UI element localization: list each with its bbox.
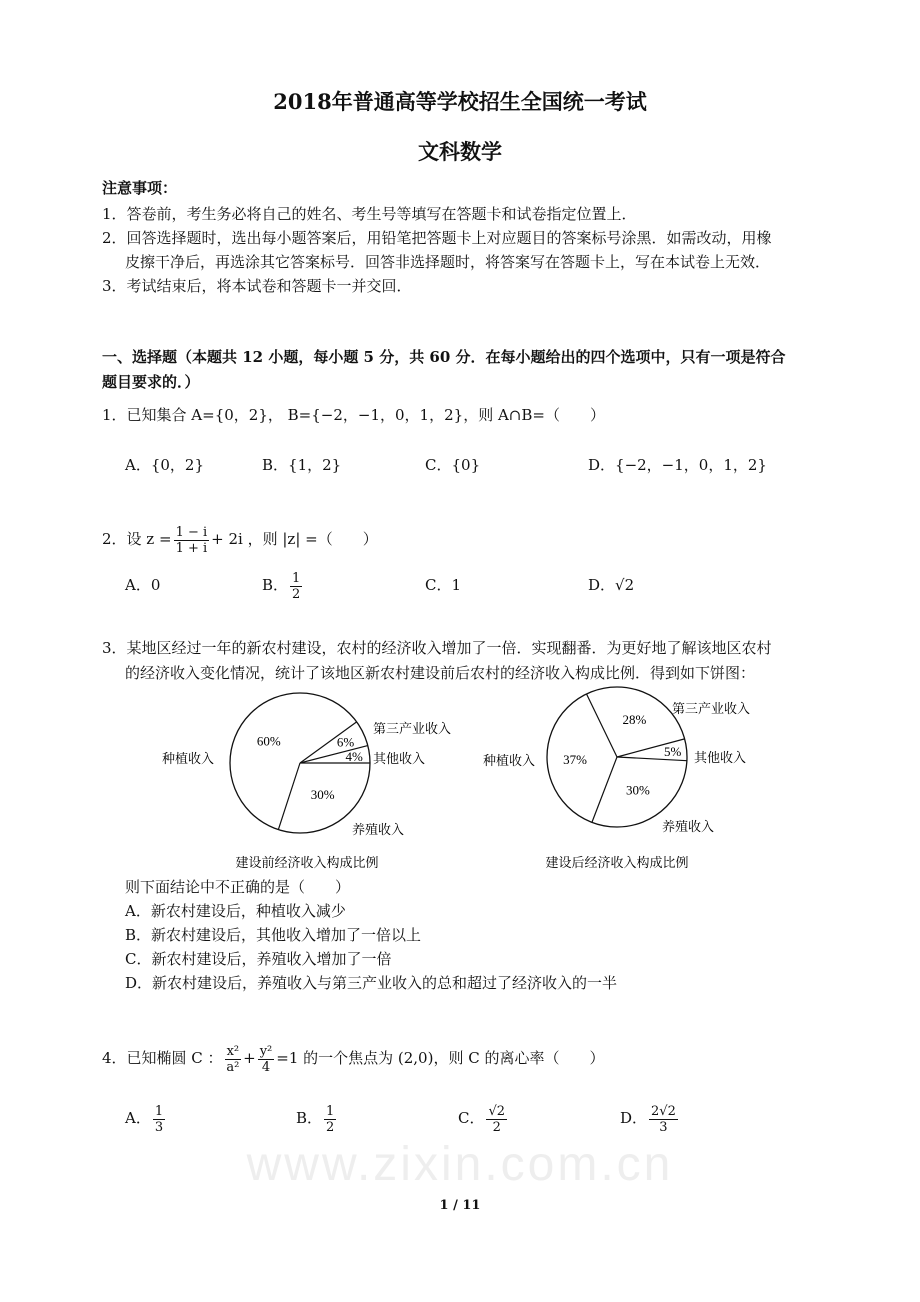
pie-slice-boundary <box>592 757 617 822</box>
exam-subtitle: 文科数学 <box>418 139 502 164</box>
numerator: y² <box>259 1043 273 1059</box>
q1-option-d: D．{−2，−1，0，1，2} <box>588 456 767 474</box>
exam-title: 2018年普通高等学校招生全国统一考试 <box>273 89 647 114</box>
denominator: 1 + i <box>175 540 208 556</box>
pie-slice-value: 28% <box>622 711 647 727</box>
pie-chart-title: 建设后经济收入构成比例 <box>545 856 689 871</box>
section-heading: 一、选择题（本题共 12 小题，每小题 5 分，共 60 分．在每小题给出的四个选项中，只有一项是符合 <box>102 348 786 366</box>
pie-slice-label: 第三产业收入 <box>672 702 751 717</box>
q4-stem-post: =1 的一个焦点为 (2,0)，则 C 的离心率（ ） <box>276 1049 605 1067</box>
q4-option-c <box>458 1098 509 1138</box>
numerator: 1 <box>326 1103 335 1119</box>
pie-slice-label: 第三产业收入 <box>373 722 452 737</box>
denominator: 2 <box>292 586 301 602</box>
notice-item: 1．答卷前，考生务必将自己的姓名、考生号等填写在答题卡和试卷指定位置上． <box>102 205 637 223</box>
notice-item: 皮擦干净后，再选涂其它答案标号．回答非选择题时，将答案写在答题卡上，写在本试卷上无效． <box>125 253 771 271</box>
denominator: 4 <box>261 1059 271 1075</box>
pie-slice-value: 6% <box>336 734 355 750</box>
q2-option-c: C．1 <box>425 576 462 594</box>
fraction <box>153 1104 165 1135</box>
q1-option-b: B．{1，2} <box>262 456 342 474</box>
numerator: x² <box>226 1043 240 1059</box>
denominator: 3 <box>659 1119 668 1135</box>
pie-slice-label: 养殖收入 <box>662 820 715 835</box>
q2-option-a: A．0 <box>125 576 161 594</box>
q2-stem-pre: 2．设 z = <box>102 530 172 548</box>
pie-slice-value: 60% <box>256 733 281 749</box>
pie-slice-value: 4% <box>345 749 363 765</box>
pie-slice-label: 其他收入 <box>373 752 426 767</box>
option-label: A． <box>125 1109 151 1127</box>
q4-stem-pre: 4．已知椭圆 C ： <box>102 1049 223 1067</box>
option-label: C． <box>458 1109 485 1127</box>
pie-slice-label: 其他收入 <box>694 751 747 766</box>
q3-question: 则下面结论中不正确的是（ ） <box>125 878 351 896</box>
notice-heading: 注意事项： <box>102 179 178 197</box>
q1-option-c: C．{0} <box>425 456 481 474</box>
q3-stem-cont: 的经济收入变化情况，统计了该地区新农村建设前后农村的经济收入构成比例．得到如下饼图： <box>125 664 756 682</box>
pie-slice-value: 37% <box>563 751 587 767</box>
q1-stem: 1．已知集合 A={0，2}， B={−2，−1，0，1，2}，则 A∩B=（ ） <box>102 406 605 424</box>
q1-option-a: A．{0，2} <box>125 456 205 474</box>
pie-slice-label: 养殖收入 <box>352 823 405 838</box>
denominator: 3 <box>154 1119 164 1135</box>
fraction <box>649 1104 678 1135</box>
q4-option-d <box>620 1098 680 1138</box>
page-number: 1 / 11 <box>439 1198 481 1213</box>
numerator: √2 <box>488 1103 506 1119</box>
pie-slice-boundary <box>278 763 300 830</box>
plus-sign: + <box>243 1049 256 1067</box>
q3-option-a: A．新农村建设后，种植收入减少 <box>125 902 346 920</box>
notice-item: 2．回答选择题时，选出每小题答案后，用铅笔把答题卡上对应题目的答案标号涂黑．如需改动，用橡 <box>102 229 772 247</box>
pie-slice-label: 种植收入 <box>162 752 215 767</box>
denominator: 2 <box>492 1119 501 1135</box>
fraction <box>486 1104 507 1135</box>
q3-option-d: D．新农村建设后，养殖收入与第三产业收入的总和超过了经济收入的一半 <box>125 974 618 992</box>
section-heading-cont: 题目要求的．） <box>102 373 200 391</box>
fraction <box>258 1044 275 1075</box>
pie-slice-value: 5% <box>664 744 682 760</box>
fraction <box>225 1044 242 1075</box>
q3-option-c: C．新农村建设后，养殖收入增加了一倍 <box>125 950 392 968</box>
fraction <box>324 1104 336 1135</box>
numerator: 1 − i <box>175 524 208 540</box>
pie-slice-label: 种植收入 <box>483 754 536 769</box>
numerator: 1 <box>292 570 301 586</box>
notice-item: 3．考试结束后，将本试卷和答题卡一并交回． <box>102 277 412 295</box>
option-label: D． <box>620 1109 648 1127</box>
denominator: a² <box>226 1059 240 1075</box>
pie-slice-boundary <box>587 694 617 757</box>
pie-slice-value: 30% <box>626 782 650 798</box>
q3-option-b: B．新农村建设后，其他收入增加了一倍以上 <box>125 926 422 944</box>
option-label: B． <box>262 576 289 594</box>
watermark: www.zixin.com.cn <box>246 1138 674 1191</box>
pie-chart-title: 建设前经济收入构成比例 <box>235 856 379 871</box>
q4-stem <box>102 1038 604 1078</box>
numerator: 1 <box>154 1103 164 1119</box>
option-label: B． <box>296 1109 323 1127</box>
pie-slice-value: 30% <box>310 787 335 803</box>
q2-option-d: D．√2 <box>588 576 635 594</box>
denominator: 2 <box>326 1119 335 1135</box>
numerator: 2√2 <box>651 1103 676 1119</box>
q4-option-b <box>296 1098 338 1138</box>
q4-option-a <box>125 1098 167 1138</box>
q3-stem: 3．某地区经过一年的新农村建设，农村的经济收入增加了一倍．实现翻番．为更好地了解该地区农村 <box>102 639 772 657</box>
q2-stem-post: + 2i ，则 |z| =（ ） <box>211 530 378 548</box>
